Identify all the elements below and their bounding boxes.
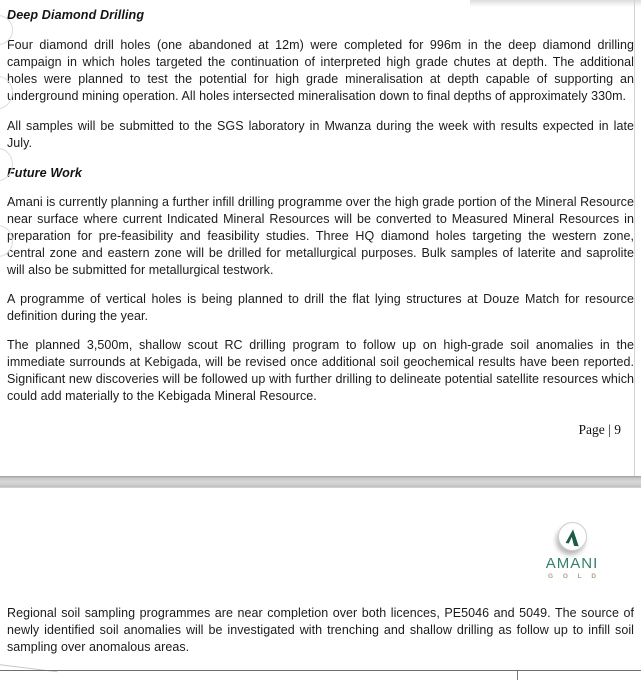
section-heading-future-work: Future Work	[7, 166, 83, 180]
paragraph-infill-drilling-plan: Amani is currently planning a further infill drilling programme over the high grade portion of the Mineral Resource near surface where current Indicated Mineral Resources will be converted to Measured Mineral Resources in preparation for pre-feasibility and feasibility studies. Three HQ diamond holes targeting the western zone, central zone and eastern zone will be drilled for metallurgical purposes. Bulk samples of laterite and saprolite will also be submitted for metallurgical testwork.	[7, 195, 634, 277]
left-edge-arc-decoration	[0, 664, 58, 672]
logo-wordmark: AMANI	[545, 555, 599, 572]
amani-gold-logo	[538, 522, 606, 580]
paragraph-sgs-samples: All samples will be submitted to the SGS laboratory in Mwanza during the week with results expected in late July.	[7, 119, 634, 150]
logo-subtitle: G O L D	[547, 573, 601, 580]
table-column-divider	[517, 670, 518, 680]
document-page-10	[0, 488, 641, 680]
section-heading-deep-diamond-drilling: Deep Diamond Drilling	[7, 8, 145, 22]
paragraph-deep-drilling-summary: Four diamond drill holes (one abandoned at 12m) were completed for 996m in the deep diamond drilling campaign in which holes targeted the continuation of interpreted high grade chutes at depth. The additional holes were planned to test the potential for high grade mineralisation at depth capable of supporting an underground mining operation. All holes intersected mineralisation down to final depths of approximately 330m.	[7, 38, 634, 103]
page-number: Page | 9	[578, 422, 621, 437]
logo-arrow-icon	[558, 522, 587, 551]
page-separator	[0, 476, 641, 488]
paragraph-vertical-holes-plan: A programme of vertical holes is being planned to drill the flat lying structures at Douze Match for resource definition during the year.	[7, 292, 634, 323]
paragraph-regional-soil-sampling: Regional soil sampling programmes are near completion over both licences, PE5046 and 5049. The source of newly identified soil anomalies will be investigated with trenching and shallow drilling as follow up to infill soil sampling over anomalous areas.	[7, 606, 634, 654]
table-top-border	[0, 670, 641, 671]
page-right-border	[634, 0, 635, 476]
paragraph-scout-rc-drilling: The planned 3,500m, shallow scout RC drilling program to follow up on high-grade soil anomalies in the immediate surrounds at Kebigada, will be revised once additional soil geochemical results have been reported. Significant new discoveries will be followed up with further drilling to delineate potential satellite resources which could add materially to the Kebigada Mineral Resource.	[7, 338, 634, 403]
